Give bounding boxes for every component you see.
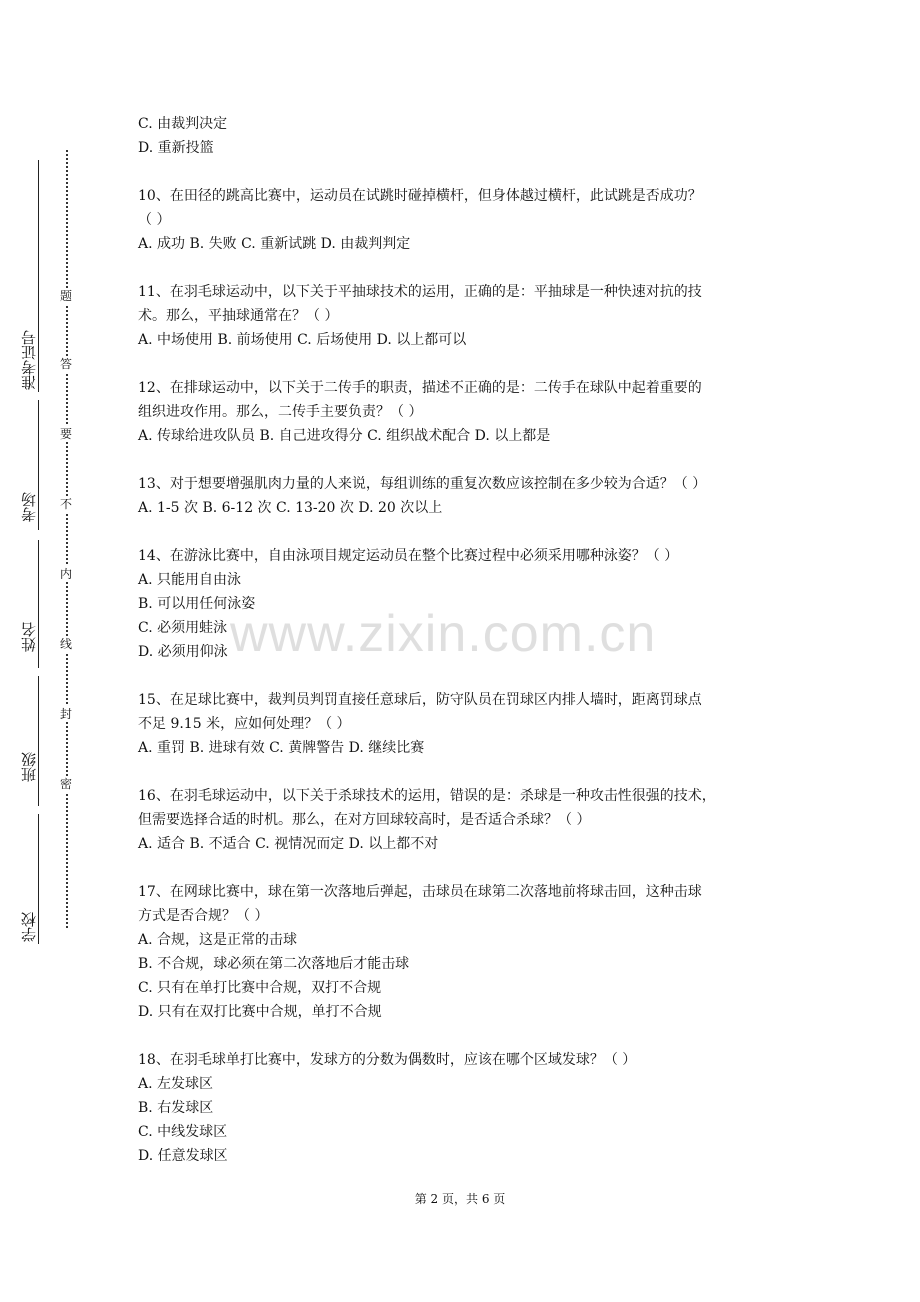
seal-char: 题 bbox=[59, 289, 72, 303]
question-text: 10、在田径的跳高比赛中，运动员在试跳时碰掉横杆，但身体越过横杆，此试跳是否成功？ bbox=[138, 188, 702, 204]
question-block bbox=[138, 184, 788, 256]
question-text: 方式是否合规？（ ） bbox=[138, 908, 269, 924]
exam-id-underline bbox=[38, 160, 39, 392]
question-text: 12、在排球运动中，以下关于二传手的职责，描述不正确的是：二传手在球队中起着重要的 bbox=[138, 380, 702, 396]
exam-id-label: 准考证号 bbox=[20, 330, 38, 390]
option-line: C. 中线发球区 bbox=[138, 1124, 228, 1140]
option-line: C. 只有在单打比赛中合规，双打不合规 bbox=[138, 980, 382, 996]
seal-char: 答 bbox=[59, 357, 72, 371]
option-line: A. 成功 B. 失败 C. 重新试跳 D. 由裁判判定 bbox=[138, 236, 411, 252]
page-footer: 第 2 页，共 6 页 bbox=[414, 1192, 506, 1206]
school-label: 学校 bbox=[20, 912, 38, 942]
question-text: 组织进攻作用。那么，二传手主要负责？（ ） bbox=[138, 404, 423, 420]
question-block bbox=[138, 880, 788, 1024]
seal-char: 密 bbox=[59, 777, 72, 791]
question-text: （ ） bbox=[138, 212, 171, 228]
option-line: B. 右发球区 bbox=[138, 1100, 214, 1116]
question-block bbox=[138, 280, 788, 352]
watermark: www.zixin.com.cn bbox=[230, 605, 657, 663]
option-line: A. 传球给进攻队员 B. 自己进攻得分 C. 组织战术配合 D. 以上都是 bbox=[138, 428, 551, 444]
question-block bbox=[138, 784, 788, 856]
option-line: B. 不合规，球必须在第二次落地后才能击球 bbox=[138, 956, 410, 972]
question-block bbox=[138, 688, 788, 760]
question-text: 不足 9.15 米，应如何处理？（ ） bbox=[138, 716, 351, 732]
option-line: A. 重罚 B. 进球有效 C. 黄牌警告 D. 继续比赛 bbox=[138, 740, 425, 756]
seal-char: 封 bbox=[59, 707, 72, 721]
seal-char: 线 bbox=[59, 637, 72, 651]
question-block bbox=[138, 1048, 788, 1168]
question-block bbox=[138, 112, 788, 160]
question-text: 但需要选择合适的时机。那么，在对方回球较高时，是否适合杀球？（ ） bbox=[138, 812, 591, 828]
question-text: 14、在游泳比赛中，自由泳项目规定运动员在整个比赛过程中必须采用哪种泳姿？（ ） bbox=[138, 548, 679, 564]
class-underline bbox=[38, 676, 39, 806]
question-text: 17、在网球比赛中，球在第一次落地后弹起，击球员在球第二次落地前将球击回，这种击球 bbox=[138, 884, 702, 900]
seal-char: 要 bbox=[59, 427, 72, 441]
option-line: A. 左发球区 bbox=[138, 1076, 214, 1092]
option-line: D. 任意发球区 bbox=[138, 1148, 228, 1164]
seal-char: 内 bbox=[59, 567, 72, 581]
option-line: A. 中场使用 B. 前场使用 C. 后场使用 D. 以上都可以 bbox=[138, 332, 467, 348]
exam-room-underline bbox=[38, 400, 39, 530]
option-line: D. 重新投篮 bbox=[138, 140, 214, 156]
seal-dotted-line bbox=[66, 150, 68, 928]
question-text: 11、在羽毛球运动中，以下关于平抽球技术的运用，正确的是：平抽球是一种快速对抗的技 bbox=[138, 284, 702, 300]
option-line: D. 只有在双打比赛中合规，单打不合规 bbox=[138, 1004, 382, 1020]
name-label: 姓名 bbox=[20, 622, 38, 652]
name-underline bbox=[38, 540, 39, 668]
option-line: A. 只能用自由泳 bbox=[138, 572, 242, 588]
question-text: 15、在足球比赛中，裁判员判罚直接任意球后，防守队员在罚球区内排人墙时，距离罚球点 bbox=[138, 692, 702, 708]
option-line: A. 合规，这是正常的击球 bbox=[138, 932, 298, 948]
option-line: A. 适合 B. 不适合 C. 视情况而定 D. 以上都不对 bbox=[138, 836, 439, 852]
question-text: 16、在羽毛球运动中，以下关于杀球技术的运用，错误的是：杀球是一种攻击性很强的技术， bbox=[138, 788, 716, 804]
question-block bbox=[138, 472, 788, 520]
option-line: C. 由裁判决定 bbox=[138, 116, 228, 132]
question-text: 术。那么，平抽球通常在？（ ） bbox=[138, 308, 339, 324]
question-block bbox=[138, 376, 788, 448]
option-line: A. 1-5 次 B. 6-12 次 C. 13-20 次 D. 20 次以上 bbox=[138, 500, 443, 516]
binding-margin bbox=[0, 0, 120, 1302]
exam-room-label: 考场 bbox=[20, 492, 38, 522]
class-label: 班级 bbox=[20, 752, 38, 782]
option-line: B. 可以用任何泳姿 bbox=[138, 596, 256, 612]
question-text: 18、在羽毛球单打比赛中，发球方的分数为偶数时，应该在哪个区域发球？（ ） bbox=[138, 1052, 637, 1068]
option-line: C. 必须用蛙泳 bbox=[138, 620, 228, 636]
option-line: D. 必须用仰泳 bbox=[138, 644, 228, 660]
seal-char: 不 bbox=[59, 497, 72, 511]
school-underline bbox=[38, 814, 39, 944]
question-text: 13、对于想要增强肌肉力量的人来说，每组训练的重复次数应该控制在多少较为合适？（ ） bbox=[138, 476, 707, 492]
